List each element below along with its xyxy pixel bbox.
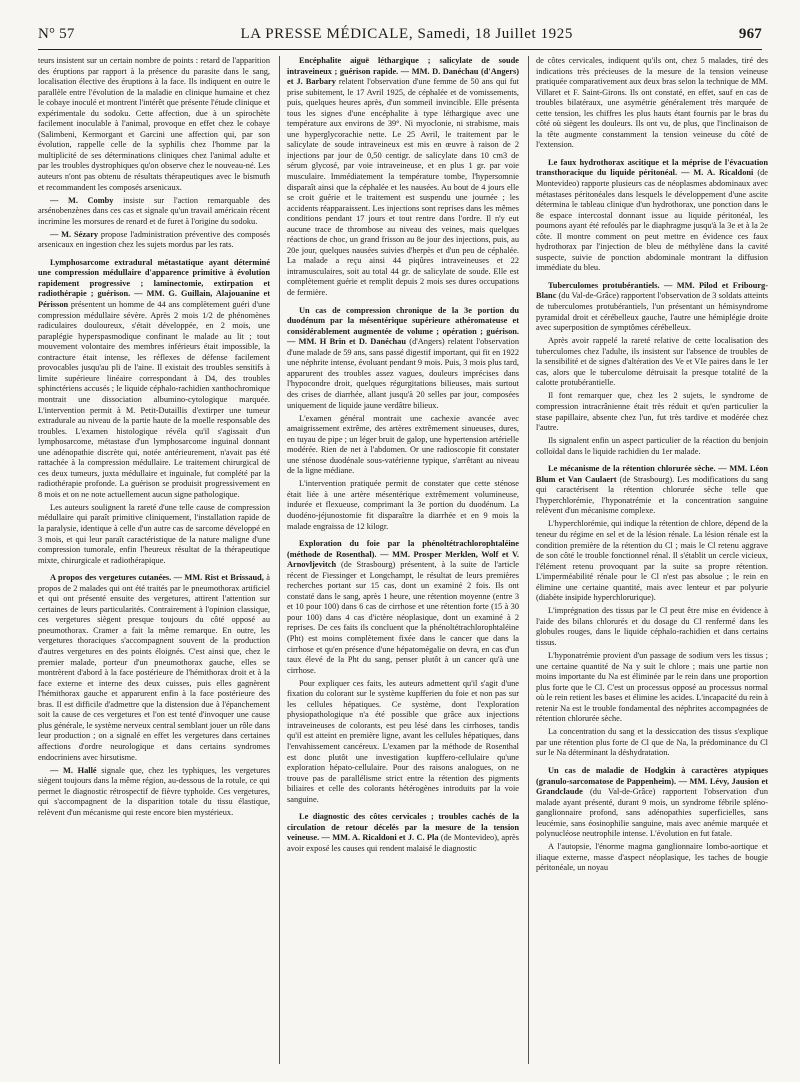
paragraph-text: L'imprégnation des tissus par le Cl peut être mise en évidence à l'aide des bilans chlorurés et du dosage du Cl renfermé dans les globules rouges, dans le liquide céphalo-rachidien et dans certains tissus. [536, 606, 768, 647]
article-heading-paragraph [536, 281, 768, 334]
article-heading-paragraph [287, 812, 519, 854]
article-heading-paragraph [536, 464, 768, 517]
lead-in: — M. Sézary [50, 229, 99, 239]
paragraph-text: insiste sur l'action remarquable des arsénobenzènes dans ces cas et signale qu'un travail américain récent incrimine les morsures de renard et de furet à l'origine du sodoku. [38, 195, 270, 226]
lead-in: Le mécanisme de la rétention chlorurée sèche. — MM. Léon Blum et Van Caulaert [536, 464, 768, 484]
journal-title: LA PRESSE MÉDICALE, Samedi, 18 Juillet 1925 [240, 26, 573, 42]
paragraph [287, 479, 519, 532]
paragraph-text: La concentration du sang et la dessiccation des tissus s'explique par une rétention plus forte de Cl que de Na, la prédominance du Cl sur le Na déterminant la déshydratation. [536, 727, 768, 758]
paragraph-text: L'examen général montrait une cachexie avancée avec amaigrissement extrême, des artères extrêmement sinueuses, dures, en tuyau de pipe ; un léger bruit de galop, une hypertension artérielle modérée. Rien de net à l'abdomen. Or une radioscopie fit constater une sténose duodénale sous-vatérienne typique, s'arrêtant au niveau de la ligne médiane. [287, 413, 519, 476]
lead-in: Tuberculomes protubérantiels. — MM. Pilod et Fribourg-Blanc [536, 280, 768, 301]
article-heading-paragraph [287, 539, 519, 676]
paragraph-text: Il font remarquer que, chez les 2 sujets, le syndrome de compression intracrânienne était très réduit et qu'en particulier la stase papillaire, absente chez l'un, fut très tardive et modérée chez l'autre. [536, 391, 768, 433]
paragraph-text: Les auteurs soulignent la rareté d'une telle cause de compression médullaire qui paraît primitive cliniquement, l'installation rapide de la paralysie, identique à celle d'un autre cas de sarcome développé en 3 mois, et qui leur paraît caractéristique de la nature maligne d'une compression tumorale, enfin l'heureux résultat de la thérapeutique mixte, chirurgicale et radiothérapique. [38, 502, 270, 565]
lead-in: Exploration du foie par la phénoltétrachlorophtaléine (méthode de Rosenthal). — MM. Prosper Merklen, Wolf et V. Arnovljevitch [287, 539, 519, 570]
column-divider [279, 56, 280, 1064]
paragraph [536, 336, 768, 389]
paragraph-text: A l'autopsie, l'énorme magma ganglionnaire lombo-aortique et iliaque externe, masse d'aspect néoplasique, les taches de bougie péritonéale, un noyau [536, 842, 768, 873]
lead-in: — M. Comby [50, 195, 114, 205]
paragraph [536, 391, 768, 433]
paragraph [536, 651, 768, 725]
article-heading-paragraph [536, 766, 768, 840]
paragraph-text: à propos de 2 malades qui ont été traités par le pneumothorax artificiel et qui ont présenté ensuite des vergetures, attirent l'attention sur certaines de leurs particularités. Contrairement à l'opinion classique, ces vergetures siègent presque toujours du côté opposé au pneumothorax. Cramer a fait la même remarque. En outre, les vergetures thoraciques s'accompagnent souvent de la production d'autres vergetures en des points éloignés. C'est ainsi que, chez le premier malade, porteur d'un pneumothorax gauche, elles se montrèrent d'abord à la face postérieure de l'hémithorax droit et à la face externe et interne des deux cuisses, puis elles gagnèrent l'hémithorax gauche et apparurent enfin à la face postérieure des bras. Il est difficile d'admettre que la distension due à l'épanchement soit la cause de ces vergetures et l'on est tenté d'invoquer une cause plus générale, le système nerveux central semblant jouer un rôle dans leur production ; on a signalé en effet les vergetures dans certaines affections d'ordre neurologique et dans certains syndromes endocriniens avec hirsutisme. [38, 573, 270, 762]
paragraph-text: L'hyponatrémie provient d'un passage de sodium vers les tissus ; une certaine quantité de Na y suit le chlore ; mais une partie non moins importante du Na est éliminée par le rein dans une proportion plus forte que le Cl. C'est un processus opposé au processus normal où le rein retient les bases et élimine les acides. L'incapacité du rein à retenir Na est le trouble fondamental des néphrites accompagnées de rétention chlorurée sèche. [536, 650, 768, 724]
paragraph-text: (de Strasbourg). Les modifications du sang qui caractérisent la rétention chlorurée sèche telle que l'hyperchlorémie, l'hyponatrémie et la concentration sanguine relèvent d'un mécanisme complexe. [536, 474, 768, 516]
paragraph-text: relatent l'observation d'une femme de 50 ans qui fut prise subitement, le 17 Avril 1925, de céphalée et de vomissements, puis, quelques heures après, d'un sommeil invincible. Elle présenta tous les signes d'une encéphalite à type léthargique avec une température aux environs de 39°. Ni myoclonie, ni strabisme, mais une hyperglycorachie nette. Le 25 Avril, le traitement par le salicylate de soude intraveineux est mis en œuvre à raison de 2 injections par jour de 0,50 centigr. de salicylate dans 10 cm3 de sérum glycosé, par voie intraveineuse, et en plus 1 gr. par voie musculaire. Immédiatement la température tombe, l'hypersomnie disparaît ainsi que la céphalée et les nausées. Au bout de 4 jours elle se croit guérie et le traitement est suspendu une journée ; les accidents réapparaissent. Les injections sont reprises dans les mêmes conditions pendant 17 jours et tout rentre dans l'ordre. Il n'y eut aucune trace de thrombose au niveau des veines, mais quelques réactions de choc, un grand frisson au 8e jour des injections, puis, au 20e jour, quelques nausées suivies d'herpès et d'un peu de céphalée. La malade a reçu ainsi 44 piqûres intraveineuses et 22 intramusculaires, soit au total 44 gr. de salicylate de soude. Elle est complètement guérie et remplit depuis 2 mois ses dures occupations de fermière. [287, 77, 519, 298]
paragraph-text: présentent un homme de 44 ans complètement guéri d'une compression médullaire sévère. Après 2 mois 1/2 de phénomènes radiculaires douloureux, s'était développée, en 2 mois, une paraplégie hyperspasmodique confinant le malade au lit ; tout mouvement volontaire des membres inférieurs était impossible, la contracture était intense, les réflexes de défense facilement provocables jusqu'au pli de l'aine. Il existait des troubles sensitifs à limite supérieure linéaire correspondant à D4, des troubles sphinctériens accusés ; le liquide céphalo-rachidien xanthochromique montrait une dissociation albumino-cytologique marquée. L'intervention permit à M. Petit-Dutaillis d'extirper une tumeur extradurale au niveau de la partie haute de la moelle responsable des troubles. L'examen histologique révéla qu'il s'agissait d'un lymphosarcome, métastase d'un lymphosarcome inguinal donnant une adénopathie discrète qui, notée antérieurement, n'avait pas été rattachée à la compression médullaire. Le traitement chirurgical de ces deux tumeurs, juxta médullaire et inguinale, fut complété par la radiothérapie profonde. La guérison se produisit progressivement en 8 mois et on ne note actuellement aucun signe pathologique. [38, 300, 270, 499]
paragraph-text: (de Strasbourg) présentent, à la suite de l'article récent de Fiessinger et Longchampt, le résultat de leurs premières recherches portant sur 15 cas, dont un examiné 2 fois. Ils ont constaté dans le sang, après 1 heure, une rétention moyenne (entre 3 et 10 pour 100) dans 6 cas de cirrhose et une rétention forte (15 à 30 pour 100) dans 4 cas d'ictère néoplasique, dont un examiné à 2 reprises. De ces faits ils concluent que la phénoltétrachlorophtaléine (Pht) est moins complètement fixée dans le cancer que dans la cirrhose et qu'en présence d'une hépatomégalie on devra, en cas d'un taux élevé de la Pht du sang, penser plutôt à un cancer qu'à une cirrhose. [287, 560, 519, 675]
paragraph [536, 727, 768, 759]
paragraph [38, 230, 270, 251]
paragraph-text: (d'Angers) relatent l'observation d'une malade de 59 ans, sans passé digestif important, qui fit en 1922 une néphrite intense, évoluant pendant 9 mois. Puis, 3 mois plus tard, apparurent des troubles assez vagues, douleurs imprécises dans l'hypocondre droit, quelques régurgitations bilieuses, mais surtout des crises de diarrhée, allant jusqu'à 20 selles par jour, composées uniquement de liquide jaune verdâtre bilieux. [287, 337, 519, 410]
column-2 [287, 56, 519, 1064]
paragraph-text: signale que, chez les typhiques, les vergetures siègent toujours dans la même région, au-dessous de la rotule, ce qui permet le diagnostic rétrospectif de fièvre typhoïde. Ces vergetures, qui s'accompagnent de la disparition totale du tissu élastique, relèvent d'un mécanisme qui reste encore bien mystérieux. [38, 765, 270, 817]
paragraph-text: (de Montevideo) rapporte plusieurs cas de néoplasmes abdominaux avec métastases péritonéales dans lesquels le développement d'une ascite détermina le tableau clinique d'un hydrothorax, une ponction dans le 8e espace intercostal donnant issue au liquide péritonéal, les poumons ayant été refoulés par le diaphragme jusqu'à la 3e et à la 2e côte. Il montre comment on peut mettre en évidence ces faux hydrothorax par l'injection de bleu de méthylène dans la cavité suspecte, suivie de ponction abdominale montrant la diffusion immédiate du bleu. [536, 168, 768, 273]
paragraph-text: (du Val-de-Grâce) rapportent l'observation de 3 soldats atteints de tuberculomes protubérantiels, l'un présentant un hémisyndrome pyramidal droit et cérébelleux gauche, l'autre une hémiplégie droite avec superposition de symptômes cérébelleux. [536, 291, 768, 333]
article-heading-paragraph [287, 306, 519, 411]
paragraph [38, 56, 270, 193]
paragraph-text: Ils signalent enfin un aspect particulier de la réaction du benjoin colloïdal dans le liquide rachidien du 1er malade. [536, 436, 768, 456]
paragraph [38, 196, 270, 228]
lead-in: — M. Hallé [50, 765, 97, 775]
column-3 [536, 56, 768, 1064]
lead-in: Un cas de compression chronique de la 3e portion du duodénum par la mésentérique supérieure athéromateuse et considérablement augmentée de volume ; opération ; guérison. — MM. H Brin et D. Danéchau [287, 305, 519, 347]
article-heading-paragraph [536, 158, 768, 274]
page-number: 967 [738, 26, 762, 42]
paragraph [536, 56, 768, 151]
paragraph-text: de côtes cervicales, indiquent qu'ils ont, chez 5 malades, tiré des indications très précieuses de la mesure de la tension veineuse pratiquée comparativement aux deux bras selon la technique de MM. Villaret et F. Saint-Girons. Ils ont constaté, en effet, sauf en cas de troubles bilatéraux, une asymétrie généralement très marquée de cette tension, les chiffres les plus hauts étant fournis par le bras du côté où siègent les douleurs. Ils ont vu, de plus, que l'inclinaison de la tête augmente constamment la tension veineuse du côté de l'extension. [536, 56, 768, 150]
paragraph-text: (du Val-de-Grâce) rapportent l'observation d'un malade ayant présenté, durant 9 mois, un syndrome fébrile spléno-ganglionnaire profond, sans adénopathies superficielles, sans leucémie, sans éosinophilie sanguine, mais avec anémie marquée et polynucléose neutrophile intense. L'évolution en fut fatale. [536, 787, 768, 839]
paragraph [38, 766, 270, 819]
paragraph-text: L'intervention pratiquée permit de constater que cette sténose était liée à une artère mésentérique extrêmement volumineuse, indurée et flexueuse, comprimant la 3e portion du duodénum. La duodéno-jéjunostomie fit disparaître la diarrhée et en 9 mois la malade engraissa de 12 kilogr. [287, 479, 519, 531]
header-rule [38, 49, 762, 50]
paragraph-text: propose l'administration préventive des composés arsenicaux en ingestion chez les sujets mordus par les rats. [38, 229, 270, 250]
paragraph [536, 842, 768, 874]
paragraph [536, 606, 768, 648]
paragraph-text: L'hyperchlorémie, qui indique la rétention de chlore, dépend de la teneur du régime en sel et de la lésion rénale. La lésion rénale est la condition première de la rétention du Cl ; mais le Cl retenu aggrave de son côté le trouble fonctionnel rénal. Il s'établit un cercle vicieux, l'élément retenu provoquant par la suite sa propre rétention. L'imperméabilité rénale pour le Cl n'est pas absolue ; le rein en élimine une certaine quantité, mais avec lenteur et par polyurie (diabète insipide hyperchlorurique). [536, 519, 768, 603]
paragraph-text: Après avoir rappelé la rareté relative de cette localisation des tuberculomes chez l'adulte, ils insistent sur l'absence de troubles de la sensibilité et de signes d'altération des Ve et VIe paires dans le 1er cas, alors que le tuberculome détruisait la presque totalité de la calotte protubérantielle. [536, 336, 768, 388]
article-heading-paragraph [38, 573, 270, 763]
paragraph [536, 436, 768, 457]
paragraph [287, 679, 519, 806]
paragraph [287, 414, 519, 477]
lead-in: Le faux hydrothorax ascitique et la méprise de l'évacuation transthoracique du liquide péritonéal. — M. A. Ricaldoni [536, 157, 768, 178]
paragraph-text: (de Montevideo), après avoir exposé les causes qui rendent malaisé le diagnostic [287, 833, 519, 853]
lead-in: Lymphosarcome extradural métastatique ayant déterminé une compression médullaire d'apparence primitive à évolution rapidement progressive ; laminectomie, extirpation et radiothérapie ; guérison. — MM. G. Guillain, Alajouanine et Périsson [38, 257, 270, 310]
paragraph-text: teurs insistent sur un certain nombre de points : retard de l'apparition des éruptions par rapport à la présence du parasite dans le sang, localisation élective des éruptions à la face. Ils indiquent en outre le parallèle entre l'évolution de la maladie en clinique humaine et chez le cobaye inoculé et montrent l'intérêt que présente l'étude clinique et expérimentale du sodoku. Cette affection, due à un spirochète facilement inoculable à l'animal, provoque en effet chez le cobaye (Salimbeni, Kermorgant et Garcini une affection qui, par son évolution, rappelle celle de la syphilis chez l'homme par la multiplicité de ses déterminations cliniques chez l'animal adulte et par les troubles dystrophiques qu'on observe chez le nouveau-né. Les auteurs n'ont pas obtenu de résultats thérapeutiques avec le bismuth et recommandent les composés arsenicaux. [38, 56, 270, 192]
lead-in: Le diagnostic des côtes cervicales ; troubles cachés de la circulation de retour décelés par la mesure de la tension veineuse. — MM. A. Ricaldoni et J. C. Pla [287, 812, 519, 843]
issue-number: N° 57 [38, 26, 75, 42]
article-heading-paragraph [287, 56, 519, 299]
column-1 [38, 56, 270, 1064]
lead-in: Un cas de maladie de Hodgkin à caractères atypiques (granulo-sarcomatose de Pappenheim). — MM. Lévy, Jausion et Grandclaude [536, 765, 768, 797]
running-header [38, 26, 762, 46]
column-divider [528, 56, 529, 1064]
article-heading-paragraph [38, 258, 270, 501]
paragraph-text: Pour expliquer ces faits, les auteurs admettent qu'il s'agit d'une fixation du colorant sur le système kupfferien du foie et non pas sur les cellules hépatiques. Ce système, dont l'exploration physiopathologique n'a été possible que grâce aux injections intraveineuses de colorants, est peu lésé dans les cirrhoses, tandis qu'il est atteint en première ligne, avant les cellules hépatiques, dans l'envahissement cancéreux. L'examen par la méthode de Rosenthal est donc plutôt une investigation kupffero-cellulaire qu'une exploration hépato-cellulaire. Pour des raisons analogues, on ne trouve pas de parallélisme strict entre la rétention des pigments biliaires et celle des colorants hétérogènes introduits par la voie sanguine. [287, 678, 519, 804]
lead-in: Encéphalite aiguë léthargique ; salicylate de soude intraveineux ; guérison rapide. — MM. D. Danéchau (d'Angers) et J. Barbary [287, 56, 519, 87]
paragraph [536, 519, 768, 603]
lead-in: A propos des vergetures cutanées. — MM. Rist et Brissaud, [50, 573, 264, 583]
paragraph [38, 503, 270, 566]
